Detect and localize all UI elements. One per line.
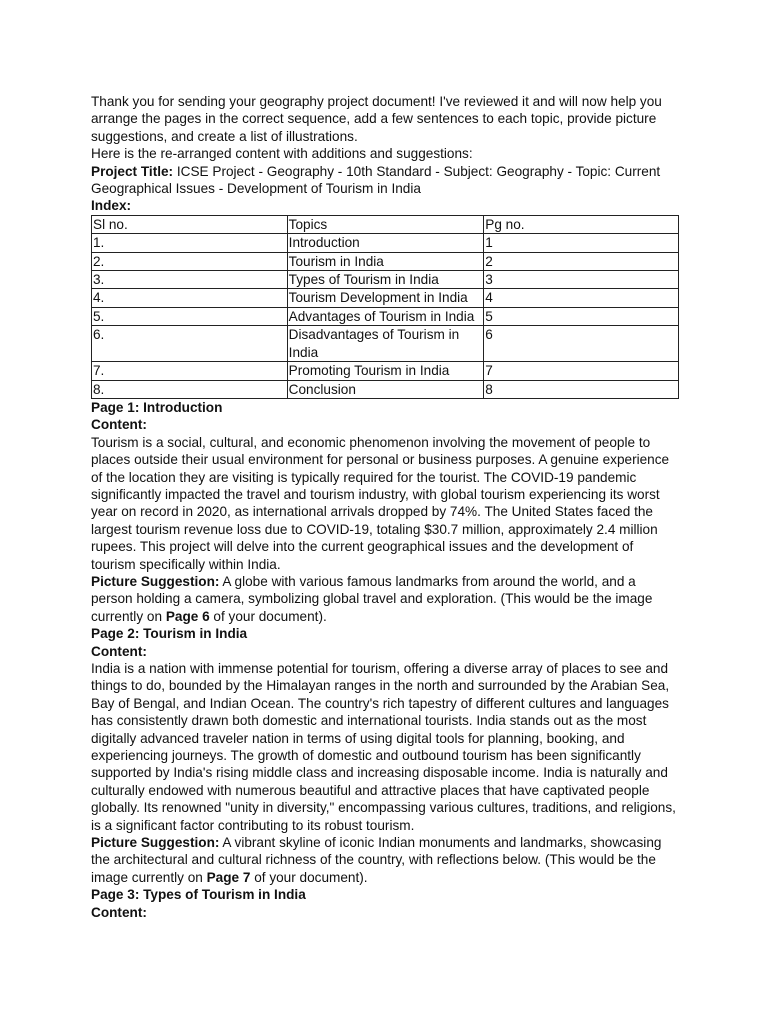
table-cell: 1. <box>92 234 288 252</box>
table-row <box>92 289 679 307</box>
page2-text: India is a nation with immense potential for tourism, offering a diverse array of places to see and things to do, bounded by the Himalayan ranges in the north and surrounded by the Arabian Sea, Bay of Bengal, and Indian Ocean. The country's rich tapestry of different cultures and languages has consistently drawn both domestic and international tourists. India stands out as the most digitally advanced traveler nation in terms of using digital tools for planning, booking, and experiencing journeys. The growth of domestic and outbound tourism has been significantly supported by India's rising middle class and increasing disposable income. India is naturally and culturally endowed with numerous beautiful and attractive places that have captivated people globally. Its renowned "unity in diversity," encompassing various cultures, traditions, and religions, is a significant factor contributing to its robust tourism. <box>91 661 676 833</box>
document-body <box>91 93 681 921</box>
intro-paragraph: Thank you for sending your geography project document! I've reviewed it and will now help you arrange the pages in the correct sequence, add a few sentences to each topic, provide picture suggestions, and create a list of illustrations. <box>91 94 662 144</box>
table-cell: Disadvantages of Tourism in India <box>287 326 484 362</box>
table-cell: 3 <box>484 271 679 289</box>
table-cell: 4. <box>92 289 288 307</box>
table-cell: Tourism in India <box>287 252 484 270</box>
page2-picture-suggestion: Picture Suggestion: A vibrant skyline of iconic Indian monuments and landmarks, showcasing the architectural and cultural richness of the country, with reflections below. (This would be the image currently on Page 7 of your document). <box>91 835 662 885</box>
table-cell: 7. <box>92 362 288 380</box>
table-cell: Tourism Development in India <box>287 289 484 307</box>
page2-heading: Page 2: Tourism in India <box>91 626 248 642</box>
page1-text: Tourism is a social, cultural, and economic phenomenon involving the movement of people to places outside their usual environment for personal or business purposes. A genuine experience of the location they are visiting is typically required for the tourist. The COVID-19 pandemic significantly impacted the travel and tourism industry, with global tourism experiencing its worst year on record in 2020, as international arrivals dropped by 74%. The United States faced the largest tourism revenue loss due to COVID-19, totaling $30.7 million, approximately 2.4 million rupees. This project will delve into the current geographical issues and the development of tourism specifically within India. <box>91 434 670 572</box>
table-cell: 3. <box>92 271 288 289</box>
table-row <box>92 271 679 289</box>
table-cell: Advantages of Tourism in India <box>287 307 484 325</box>
index-table <box>91 215 679 399</box>
table-row <box>92 307 679 325</box>
table-cell: 6. <box>92 326 288 362</box>
table-row <box>92 362 679 380</box>
table-cell: Conclusion <box>287 380 484 398</box>
table-cell: 7 <box>484 362 679 380</box>
table-cell: 5. <box>92 307 288 325</box>
page2-content-label: Content: <box>91 643 147 659</box>
table-row <box>92 380 679 398</box>
page3-heading: Page 3: Types of Tourism in India <box>91 887 306 903</box>
table-cell: Introduction <box>287 234 484 252</box>
page1-heading: Page 1: Introduction <box>91 399 223 415</box>
table-cell: 1 <box>484 234 679 252</box>
table-cell: Types of Tourism in India <box>287 271 484 289</box>
intro-subline: Here is the re-arranged content with additions and suggestions: <box>91 146 473 162</box>
project-title <box>91 163 681 198</box>
table-header-cell: Sl no. <box>92 215 288 233</box>
table-row <box>92 252 679 270</box>
table-row <box>92 234 679 252</box>
page1-picture-suggestion: Picture Suggestion: A globe with various famous landmarks from around the world, and a person holding a camera, symbolizing global travel and exploration. (This would be the image currently on Page 6 of your document). <box>91 573 653 624</box>
table-header-cell: Topics <box>287 215 484 233</box>
table-cell: 5 <box>484 307 679 325</box>
index-label: Index: <box>91 198 132 214</box>
table-cell: 6 <box>484 326 679 362</box>
table-cell: 2 <box>484 252 679 270</box>
table-header-cell: Pg no. <box>484 215 679 233</box>
table-cell: Promoting Tourism in India <box>287 362 484 380</box>
table-cell: 2. <box>92 252 288 270</box>
table-cell: 8. <box>92 380 288 398</box>
page1-content-label: Content: <box>91 417 147 433</box>
table-cell: 4 <box>484 289 679 307</box>
page3-content-label: Content: <box>91 904 147 920</box>
table-header-row <box>92 215 679 233</box>
project-title-label: Project Title: <box>91 163 174 179</box>
table-row <box>92 326 679 362</box>
project-title-value: ICSE Project - Geography - 10th Standard - Subject: Geography - Topic: Current Geographical Issues - Development of Tourism in India <box>91 163 661 197</box>
table-cell: 8 <box>484 380 679 398</box>
